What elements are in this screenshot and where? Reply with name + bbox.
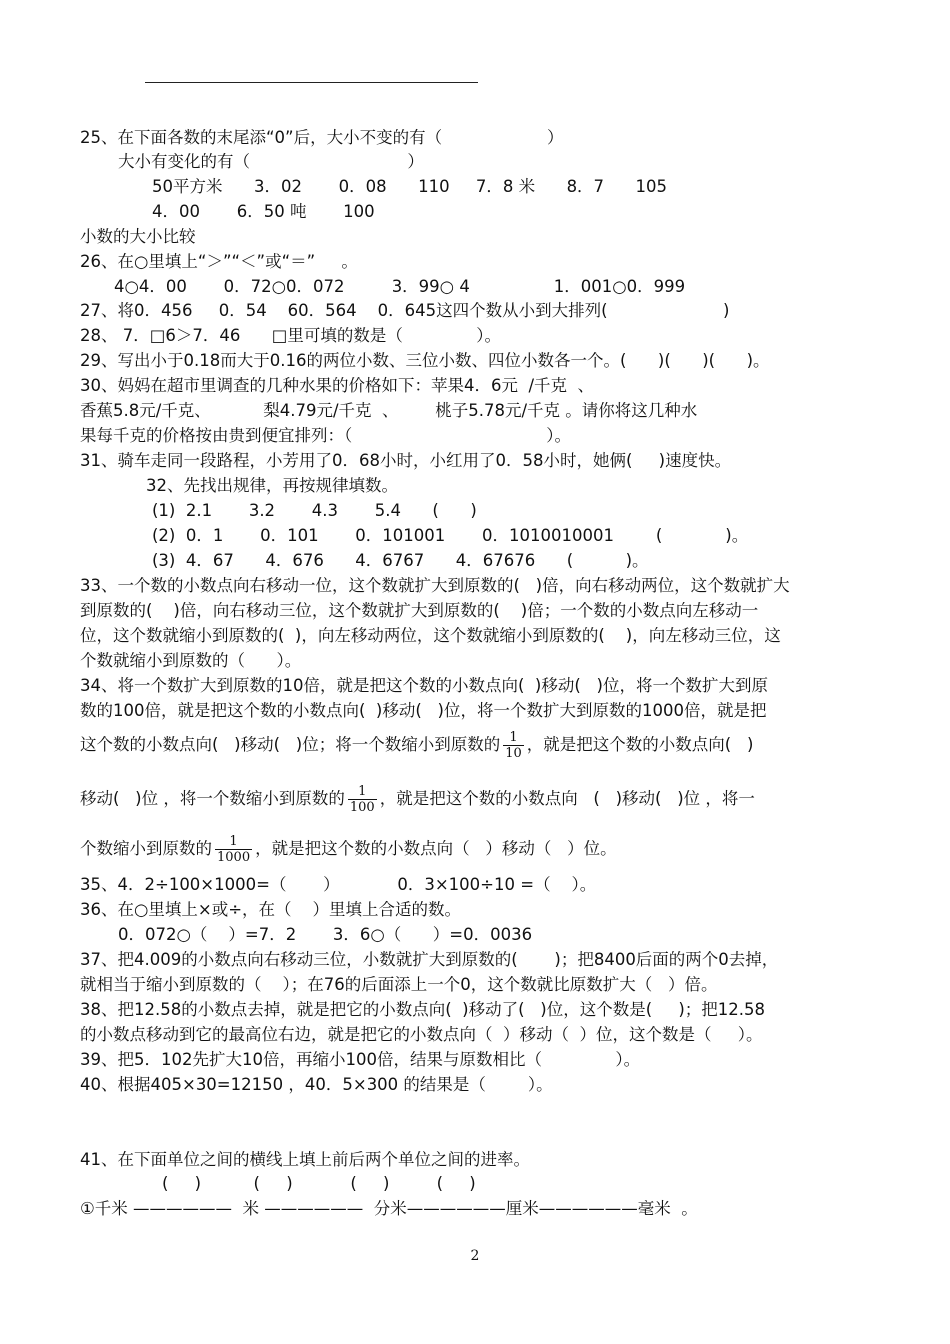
q33-line4: 个数就缩小到原数的（ ）。 (80, 651, 302, 670)
q38-line1: 38、把12.58的小数点去掉，就是把它的小数点向( )移动了( )位，这个数是( )；把12.58 (80, 1000, 766, 1019)
q30-line1: 30、妈妈在超市里调查的几种水果的价格如下：苹果4．6元 /千克 、 (80, 376, 595, 395)
q33-line2: 到原数的( )倍，向右移动三位，这个数就扩大到原数的( )倍；一个数的小数点向左移动一 (80, 601, 759, 620)
q41-line1: 41、在下面单位之间的横线上填上前后两个单位之间的进率。 (80, 1150, 530, 1169)
q37-line2: 就相当于缩小到原数的（ ）；在76的后面添上一个0，这个数就比原数扩大（ ）倍。 (80, 975, 718, 994)
page-number: 2 (470, 1248, 480, 1264)
q34-line1: 34、将一个数扩大到原数的10倍，就是把这个数的小数点向( )移动( )位，将一个数扩大到原 (80, 676, 768, 695)
q31: 31、骑车走同一段路程，小芳用了0．68小时，小红用了0．58小时，她俩( )速度快。 (80, 451, 732, 470)
q34-line4-text-b: ，就是把这个数的小数点向 ( )移动( )位 ，将一 (379, 789, 755, 808)
fraction-one-thousandth (215, 834, 252, 865)
fraction-denominator: 1000 (217, 850, 251, 865)
q29: 29、写出小于0.18而大于0.16的两位小数、三位小数、四位小数各一个。( )( )( )。 (80, 351, 770, 370)
fraction-one-hundredth (348, 784, 377, 815)
q41-line3: ①千米 —————— 米 —————— 分米——————厘米——————毫米 。 (80, 1199, 698, 1218)
q25-line2: 大小有变化的有（ ） (118, 152, 424, 171)
q25-line1: 25、在下面各数的末尾添“0”后，大小不变的有（ ） (80, 128, 564, 147)
q36-line2: 0．072○（ ）=7．2 3．6○（ ）=0．0036 (118, 925, 533, 944)
q37-line1: 37、把4.009的小数点向右移动三位，小数就扩大到原数的( )；把8400后面的两个0去掉， (80, 950, 779, 969)
q30-line3: 果每千克的价格按由贵到便宜排列：（ ）。 (80, 426, 572, 445)
q35: 35、4．2÷100×1000=（ ） 0．3×100÷10 =（ ）。 (80, 875, 597, 894)
q32-row3: (3) 4．67 4．676 4．6767 4．67676 ( )。 (152, 551, 649, 570)
q30-line2: 香蕉5.8元/千克、 梨4.79元/千克 、 桃子5.78元/千克 。请你将这几种水 (80, 401, 698, 420)
q32-row1: (1) 2.1 3.2 4.3 5.4 ( ) (152, 501, 477, 520)
q27: 27、将0．456 0．54 60．564 0．645这四个数从小到大排列( ) (80, 301, 730, 320)
q32-title: 32、先找出规律，再按规律填数。 (146, 476, 398, 495)
fraction-numerator: 1 (358, 784, 367, 799)
q36-line1: 36、在○里填上×或÷，在（ ）里填上合适的数。 (80, 900, 462, 919)
q34-line5 (80, 834, 617, 865)
q25-line4: 4．00 6．50 吨 100 (152, 202, 375, 221)
q28: 28、 7．□6＞7．46 □里可填的数是（ ）。 (80, 326, 502, 345)
q33-line1: 33、一个数的小数点向右移动一位，这个数就扩大到原数的( )倍，向右移动两位，这个数就扩大 (80, 576, 790, 595)
fraction-numerator: 1 (509, 730, 518, 745)
q34-line5-text-a: 个数缩小到原数的 (80, 839, 212, 858)
q34-line3 (80, 730, 753, 761)
q25-line3: 50平方米 3．02 0．08 110 7．8 米 8．7 105 (152, 177, 668, 196)
q39: 39、把5．102先扩大10倍，再缩小100倍，结果与原数相比（ ）。 (80, 1050, 641, 1069)
q26-line1: 26、在○里填上“＞”“＜”或“＝” 。 (80, 252, 358, 271)
q26-line2: 4○4．00 0．72○0．072 3．99○ 4 1．001○0．999 (114, 277, 686, 296)
fraction-denominator: 10 (505, 746, 522, 761)
fraction-numerator: 1 (229, 834, 238, 849)
section-title: 小数的大小比较 (80, 227, 196, 246)
q32-row2: (2) 0．1 0．101 0．101001 0．1010010001 ( )。 (152, 526, 749, 545)
q34-line4-text-a: 移动( )位 ，将一个数缩小到原数的 (80, 789, 345, 808)
q33-line3: 位，这个数就缩小到原数的( )，向左移动两位，这个数就缩小到原数的( )，向左移动三位，这 (80, 626, 781, 645)
q40: 40、根据405×30=12150 ，40．5×300 的结果是（ ）。 (80, 1075, 553, 1094)
top-rule (145, 82, 478, 83)
fraction-denominator: 100 (349, 800, 375, 815)
q34-line5-text-b: ，就是把这个数的小数点向（ ）移动（ ）位。 (255, 839, 617, 858)
q34-line2: 数的100倍，就是把这个数的小数点向( )移动( )位，将一个数扩大到原数的1000倍，就是把 (80, 701, 767, 720)
fraction-one-tenth (503, 730, 524, 761)
q38-line2: 的小数点移动到它的最高位右边，就是把它的小数点向（ ）移动（ ）位，这个数是（ ）。 (80, 1025, 763, 1044)
q34-line3-text-b: ，就是把这个数的小数点向( ) (526, 735, 754, 754)
q34-line3-text-a: 这个数的小数点向( )移动( )位；将一个数缩小到原数的 (80, 735, 501, 754)
q41-line2: ( ) ( ) ( ) ( ) (162, 1174, 476, 1193)
q34-line4 (80, 784, 755, 815)
